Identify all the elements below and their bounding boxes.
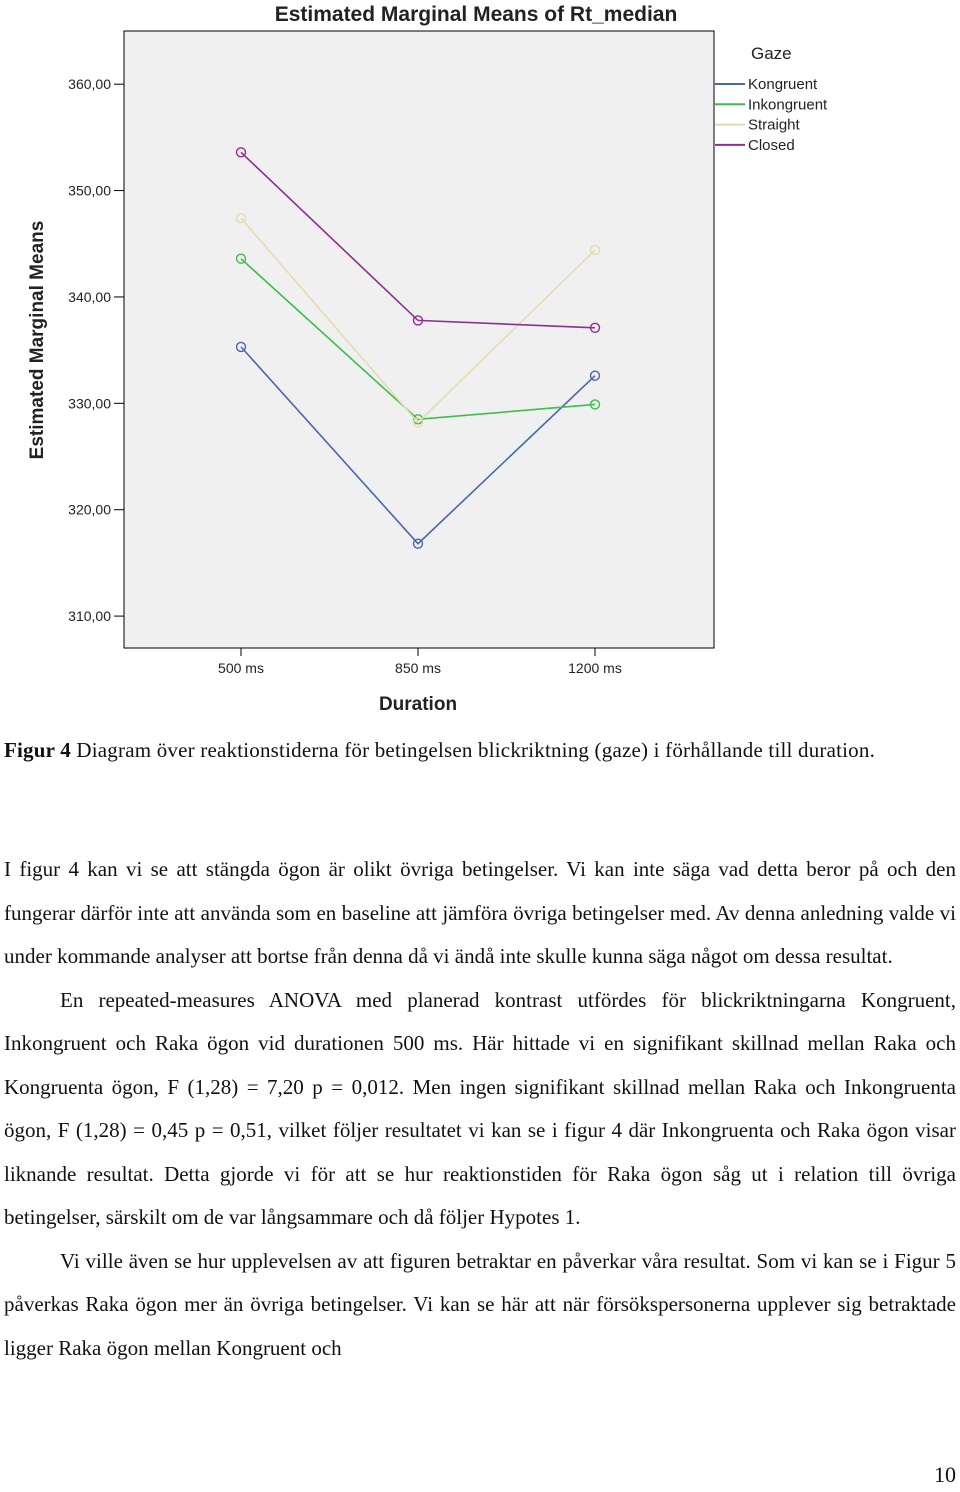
legend (715, 44, 828, 154)
y-axis (68, 76, 124, 624)
x-axis-label: Duration (378, 694, 458, 715)
y-tick-label: 350,00 (68, 182, 111, 199)
legend-label: Straight (748, 116, 800, 134)
legend-label: Kongruent (748, 76, 818, 93)
y-tick-label: 330,00 (68, 395, 111, 412)
x-tick-label: 850 ms (395, 660, 441, 676)
paragraph-2: En repeated-measures ANOVA med planerad kontrast utfördes för blickriktningarna Kongruent, Inkongruent och Raka ögon vid durationen 500 ms. Här hittade vi en signifikant skillnad mellan Raka och Kongruenta ögon, F (1,28) = 7,20 p = 0,012. Men ingen signifikant skillnad mellan Raka och Inkongruenta ögon, F (1,28) = 0,45 p = 0,51, vilket följer resultatet vi kan se i figur 4 där Inkongruenta och Raka ögon visar liknande resultat. Detta gjorde vi för att se hur reaktionstiden för Raka ögon såg ut i relation till övriga betingelser, särskilt om de var långsammare och då följer Hypotes 1. (4, 987, 956, 1229)
paragraph-3: Vi ville även se hur upplevelsen av att figuren betraktar en påverkar våra resultat. Som vi kan se i Figur 5 påverkas Raka ögon mer än övriga betingelser. Vi kan se här att när försökspersonerna upplever sig betraktade ligger Raka ögon mellan Kongruent och (4, 1248, 956, 1360)
body-text (4, 848, 956, 1370)
page-number: 10 (934, 1462, 956, 1487)
figure-caption (4, 736, 956, 765)
x-tick-label: 1200 ms (568, 660, 622, 676)
y-tick-label: 340,00 (68, 288, 111, 305)
paragraph-1: I figur 4 kan vi se att stängda ögon är olikt övriga betingelser. Vi kan inte säga vad detta beror på och den fungerar därför inte att använda som en baseline att jämföra övriga betingelser med. Av denna anledning valde vi under kommande analyser att bortse från denna då vi ändå inte skulle kunna säga något om dessa resultat. (4, 857, 956, 968)
y-tick-label: 360,00 (68, 76, 111, 93)
figure-caption-text: Diagram över reaktionstiderna för betingelsen blickriktning (gaze) i förhållande till duration. (70, 738, 876, 762)
y-tick-label: 310,00 (68, 608, 111, 625)
x-tick-label: 500 ms (218, 660, 264, 676)
legend-title: Gaze (751, 44, 792, 63)
chart-title: Estimated Marginal Means of Rt_median (274, 3, 678, 26)
legend-label: Inkongruent (748, 96, 828, 114)
plot-area (124, 31, 714, 648)
legend-label: Closed (748, 136, 795, 154)
chart-canvas (0, 0, 960, 720)
line-chart (0, 0, 960, 720)
y-axis-label: Estimated Marginal Means (27, 220, 48, 460)
y-tick-label: 320,00 (68, 501, 111, 518)
x-axis (218, 648, 622, 676)
figure-caption-label: Figur 4 (4, 738, 71, 762)
